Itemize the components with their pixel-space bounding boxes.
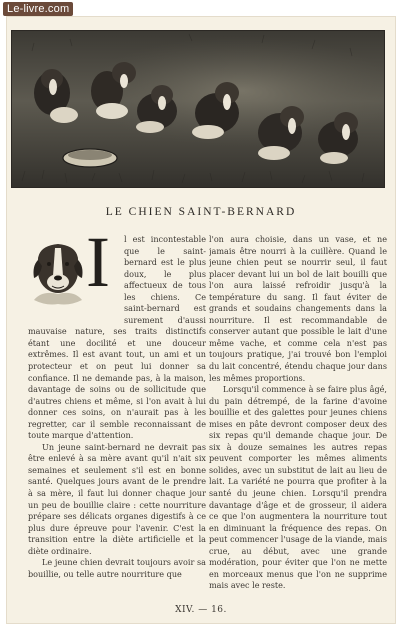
right-column bbox=[209, 234, 387, 594]
left-column bbox=[28, 234, 206, 594]
watermark-logo: Le-livre.com bbox=[3, 2, 73, 16]
paragraph-3: Le jeune chien devrait toujours avoir sa bouillie, ou telle autre nourriture que bbox=[28, 557, 206, 579]
article-title: LE CHIEN SAINT-BERNARD bbox=[105, 206, 297, 218]
page-footer-signature: XIV. — 16. bbox=[175, 605, 227, 615]
paragraph-5: Lorsqu'il commence à se faire plus âgé, du pain détrempé, de la farine d'avoine bouillie et des galettes pour jeunes chiens mises en pâte devront composer deux des six repas qu'il demande chaque jour. De six à douze semaines les autres repas peuvent comporter les mêmes aliments solides, avec un substitut de lait au lieu de lait. La variété ne pourra que profiter à la santé du jeune chien. Lorsqu'il prendra davantage d'âge et de grosseur, il aidera ce que l'on augmentera la nourriture tout en diminuant la fréquence des repas. On peut commencer l'usage de la viande, mais crue, au début, avec une grande modération, pour éviter que l'on ne mette en morceaux menus que l'on ne supprime mais avec le reste. bbox=[209, 384, 387, 591]
puppies-photograph bbox=[11, 30, 385, 188]
document-page bbox=[6, 16, 396, 624]
paragraph-4: l'on aura choisie, dans un vase, et ne jamais être nourri à la cuillère. Quand le jeune chien peut se nourrir seul, il faut placer devant lui un bol de lait bouilli que l'on aura laissé refroidir jusqu'à la température du sang. Il faut éviter de grands et soudains changements dans la nourriture. Il est recommandable de conserver autant que possible le lait d'une même vache, et comme cela n'est pas toujours pratique, j'ai trouvé bon l'emploi du lait concentré, étendu chaque jour dans les mêmes proportions. bbox=[209, 234, 387, 383]
paragraph-1: l est incontestable que le saint-bernard est le plus doux, le plus affectueux de tous les chiens. Ce saint-bernard est surement d'aussi mauvaise nature, ses traits distinctifs étant une docilité et une douceur extrêmes. Il est avant tout, un ami et un protecteur et on peut lui donner sa confiance. Il ne demande pas, à la maison, davantage de soins ou de sollicitude que d'autres chiens et même, si l'on avait à lui donner ces soins, on n'aurait pas à les regretter, car il semble reconnaissant de toute marque d'attention. bbox=[28, 234, 206, 441]
lead-vignette bbox=[28, 234, 120, 316]
paragraph-2: Un jeune saint-bernard ne devrait pas être enlevé à sa mère avant qu'il n'ait six semaines et seulement s'il est en bonne santé. Quelques jours avant de le prendre à sa mère, il faut lui donner chaque jour un peu de bouillie claire : cette nourriture prépare ses délicats organes digestifs à ce plus dure épreuve pour l'avenir. C'est la transition entre la diète artificielle et la diète ordinaire. bbox=[28, 441, 206, 556]
puppies-photo-illustration bbox=[12, 31, 384, 187]
dog-head-vignette-icon bbox=[28, 236, 88, 306]
drop-cap-letter: I bbox=[86, 234, 110, 302]
